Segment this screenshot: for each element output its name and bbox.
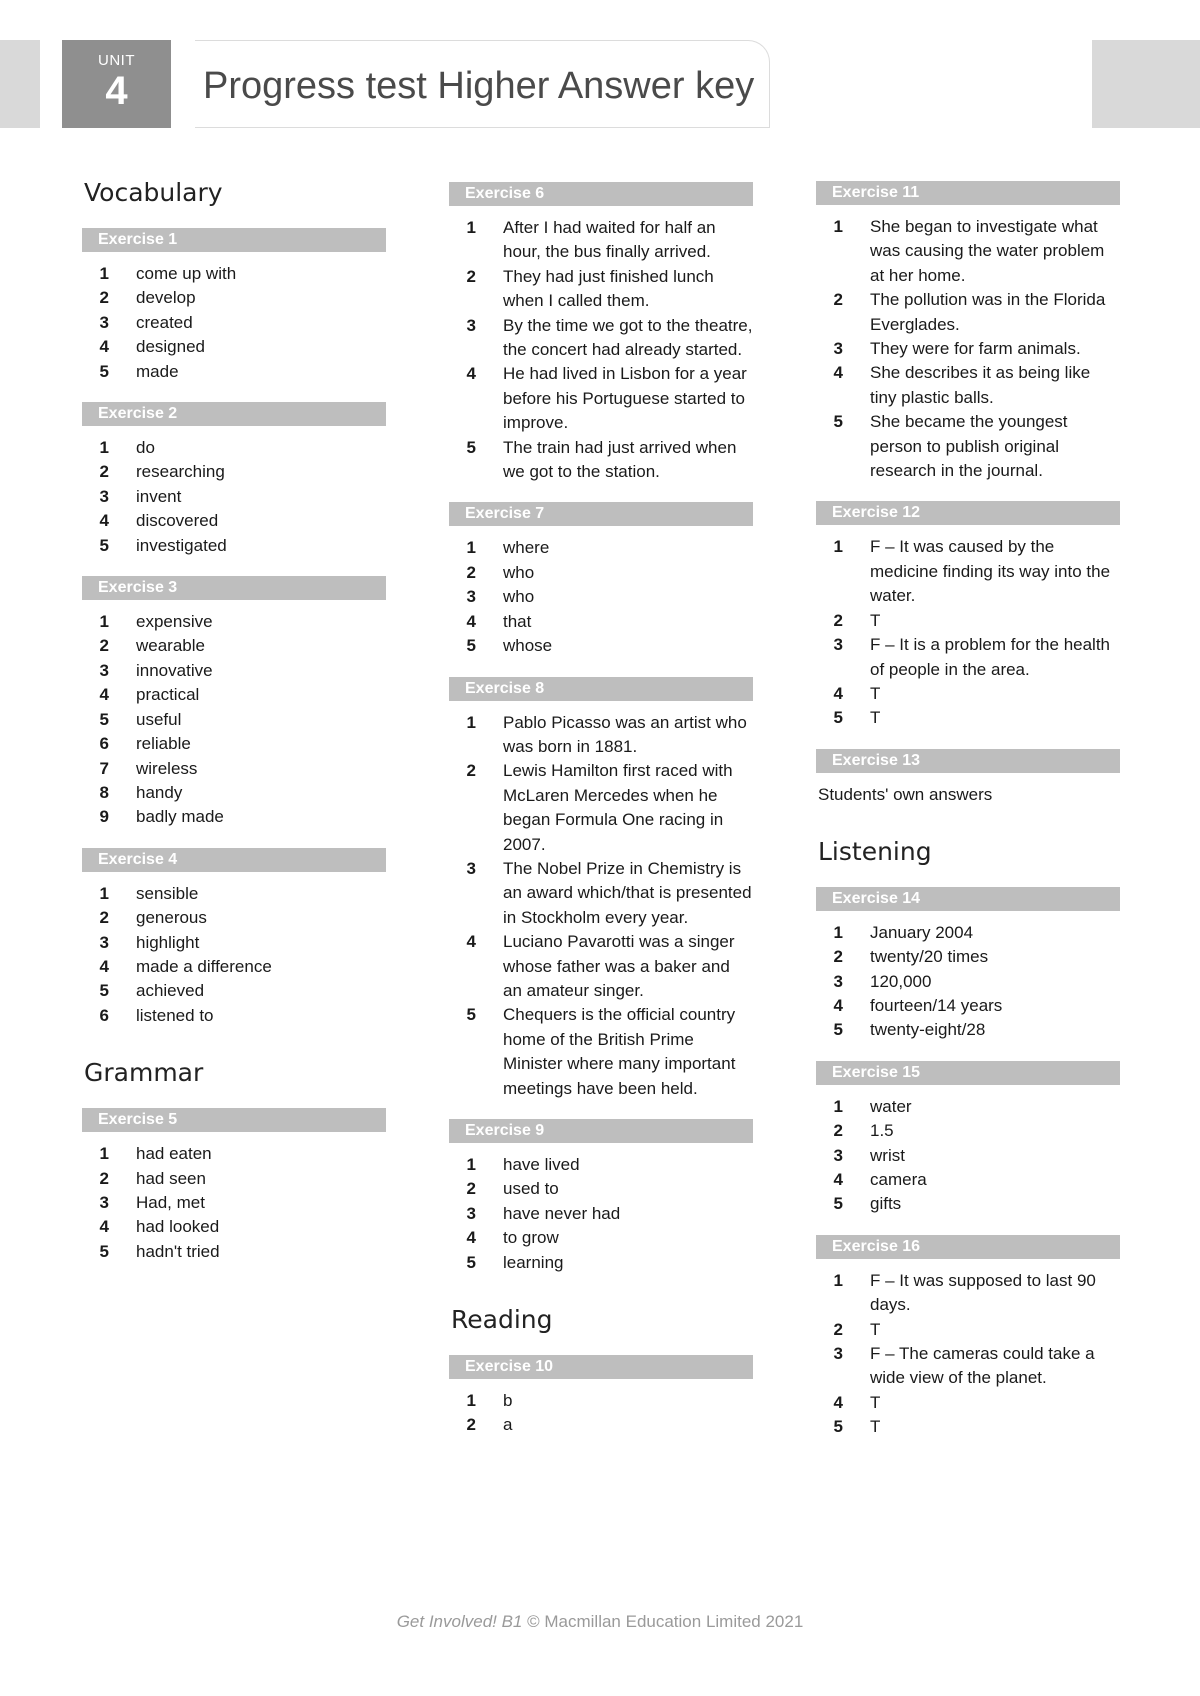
answer-list <box>82 262 386 384</box>
answer-item <box>449 634 753 658</box>
answer-number: 1 <box>833 217 843 236</box>
column-2 <box>449 182 753 1456</box>
answer-item <box>449 1177 753 1201</box>
answer-item <box>816 994 1120 1018</box>
answer-item <box>816 337 1120 361</box>
answer-item <box>449 436 753 485</box>
footer-book-title: Get Involved! B1 <box>396 1612 523 1631</box>
answer-number: 5 <box>466 636 476 656</box>
answer-item <box>82 286 386 310</box>
answer-number: 2 <box>99 462 109 482</box>
answer-number: 1 <box>833 537 843 557</box>
answer-number: 3 <box>99 1192 109 1212</box>
answer-item <box>449 1153 753 1177</box>
header-band-right <box>1092 40 1200 128</box>
answer-number: 5 <box>99 535 109 555</box>
answer-text: Luciano Pavarotti was a singer whose father was a baker and an amateur singer. <box>503 932 735 1000</box>
answer-text: do <box>136 438 155 458</box>
answer-text: made <box>136 361 179 381</box>
answer-number: 2 <box>833 1319 843 1339</box>
answer-number: 3 <box>833 635 843 655</box>
answer-text: who <box>503 562 535 582</box>
answer-item <box>82 634 386 658</box>
answer-text: had looked <box>136 1217 220 1237</box>
answer-text: She describes it as being like tiny plastic balls. <box>870 363 1091 407</box>
exercise-heading: Exercise 2 <box>82 402 386 426</box>
answer-number: 4 <box>466 364 476 384</box>
exercise-heading: Exercise 7 <box>449 502 753 526</box>
answer-text: achieved <box>136 981 205 1001</box>
answer-text: She became the youngest person to publish original research in the journal. <box>870 412 1068 481</box>
answer-text: highlight <box>136 932 200 952</box>
answer-item <box>82 781 386 805</box>
answer-item <box>82 534 386 558</box>
answer-number: 4 <box>466 932 476 952</box>
answer-item <box>816 1318 1120 1342</box>
answer-number: 3 <box>99 486 109 506</box>
answer-number: 5 <box>466 1005 476 1025</box>
answer-item <box>816 970 1120 994</box>
answer-item <box>816 1168 1120 1192</box>
answer-number: 1 <box>833 922 843 942</box>
answer-number: 2 <box>466 1415 476 1435</box>
answer-number: 2 <box>466 562 476 582</box>
section-title-vocabulary: Vocabulary <box>84 178 223 207</box>
answer-number: 3 <box>99 660 109 680</box>
answer-item <box>449 711 753 760</box>
answer-number: 3 <box>833 1145 843 1165</box>
answer-number: 2 <box>466 1179 476 1199</box>
answer-number: 2 <box>833 610 843 630</box>
exercise-heading: Exercise 5 <box>82 1108 386 1132</box>
answer-text: practical <box>136 685 200 705</box>
answer-text: where <box>503 538 550 558</box>
answer-item <box>82 610 386 634</box>
answer-text: fourteen/14 years <box>870 995 1003 1015</box>
answer-item <box>816 1269 1120 1318</box>
answer-number: 5 <box>466 1252 476 1272</box>
page-title: Progress test Higher Answer key <box>203 65 755 107</box>
answer-text: useful <box>136 709 182 729</box>
answer-text: They were for farm animals. <box>870 339 1081 359</box>
answer-text: 120,000 <box>870 971 932 991</box>
answer-item <box>816 1119 1120 1143</box>
answer-item <box>816 1192 1120 1216</box>
section-title-reading: Reading <box>451 1305 553 1335</box>
answer-text: that <box>503 611 532 631</box>
answer-list <box>816 1269 1120 1440</box>
answer-number: 5 <box>99 361 109 381</box>
exercise-heading: Exercise 12 <box>816 501 1120 525</box>
answer-item <box>816 1144 1120 1168</box>
answer-text: water <box>870 1096 912 1116</box>
answer-item <box>816 945 1120 969</box>
answer-text: investigated <box>136 535 227 555</box>
answer-text: T <box>870 683 881 703</box>
answer-list <box>816 535 1120 730</box>
answer-number: 5 <box>833 1194 843 1214</box>
answer-text: T <box>870 708 881 728</box>
answer-text: created <box>136 312 193 332</box>
footer-copyright: © Macmillan Education Limited 2021 <box>522 1612 804 1631</box>
answer-text: The train had just arrived when we got to the station. <box>503 437 737 482</box>
answer-list <box>82 436 386 558</box>
answer-text: had seen <box>136 1168 206 1188</box>
answer-text: After I had waited for half an hour, the bus finally arrived. <box>503 218 716 262</box>
answer-text: twenty/20 times <box>870 947 989 967</box>
answer-number: 9 <box>99 807 109 827</box>
answer-number: 4 <box>466 611 476 631</box>
exercise-heading: Exercise 15 <box>816 1061 1120 1085</box>
answer-text: had eaten <box>136 1144 212 1164</box>
answer-item <box>449 610 753 634</box>
answer-item <box>816 682 1120 706</box>
answer-text: Lewis Hamilton first raced with McLaren Mercedes when he began Formula One racing in 2007. <box>503 761 733 854</box>
answer-text: have lived <box>503 1155 580 1174</box>
answer-item <box>82 1240 386 1264</box>
title-box <box>195 40 770 128</box>
answer-item <box>82 1167 386 1191</box>
answer-item <box>449 536 753 560</box>
column-1 <box>82 178 386 1282</box>
footer <box>0 1612 1200 1632</box>
answer-item <box>449 1003 753 1101</box>
answer-item <box>82 436 386 460</box>
answer-number: 4 <box>833 1169 843 1189</box>
answer-text: Had, met <box>136 1192 205 1212</box>
answer-text: 1.5 <box>870 1121 894 1141</box>
answer-list <box>816 1095 1120 1217</box>
answer-number: 1 <box>99 438 109 458</box>
answer-text: discovered <box>136 511 219 531</box>
answer-text: Pablo Picasso was an artist who was born in 1881. <box>503 712 747 756</box>
answer-number: 1 <box>466 538 476 558</box>
answer-item <box>82 262 386 286</box>
answer-item <box>816 288 1120 337</box>
section-title-listening: Listening <box>818 836 932 866</box>
answer-number: 2 <box>466 761 476 781</box>
answer-text: T <box>870 610 881 630</box>
answer-text: F – It was supposed to last 90 days. <box>870 1270 1096 1315</box>
answer-number: 3 <box>99 932 109 952</box>
answer-text: hadn't tried <box>136 1241 220 1261</box>
answer-number: 4 <box>99 1217 109 1237</box>
answer-text: T <box>870 1319 881 1339</box>
answer-number: 5 <box>833 1020 843 1040</box>
answer-text: whose <box>503 636 553 656</box>
answer-item <box>82 1142 386 1166</box>
answer-list <box>82 610 386 830</box>
answer-number: 2 <box>833 290 843 310</box>
answer-list <box>449 536 753 658</box>
answer-item <box>449 1202 753 1226</box>
answer-number: 6 <box>99 734 109 754</box>
answer-number: 5 <box>833 1417 843 1437</box>
exercise-heading: Exercise 1 <box>82 228 386 252</box>
answer-number: 5 <box>833 412 843 432</box>
answer-item <box>449 1226 753 1250</box>
answer-item <box>82 906 386 930</box>
answer-item <box>82 1004 386 1028</box>
answer-text: handy <box>136 782 183 802</box>
answer-number: 5 <box>99 1241 109 1261</box>
answer-text: She began to investigate what was causing the water problem at her home. <box>870 217 1105 285</box>
answer-list <box>449 1153 753 1275</box>
answer-item <box>816 361 1120 410</box>
answer-number: 1 <box>99 264 109 283</box>
answer-item <box>82 1191 386 1215</box>
answer-text: invent <box>136 486 182 506</box>
answer-item <box>449 265 753 314</box>
answer-text: innovative <box>136 660 213 680</box>
answer-item <box>82 732 386 756</box>
answer-item <box>82 485 386 509</box>
exercise-heading: Exercise 3 <box>82 576 386 600</box>
answer-item <box>816 921 1120 945</box>
answer-text: T <box>870 1392 881 1412</box>
answer-item <box>82 805 386 829</box>
answer-item <box>449 561 753 585</box>
answer-number: 6 <box>99 1005 109 1025</box>
answer-item <box>82 509 386 533</box>
header-band-left <box>0 40 40 128</box>
answer-number: 4 <box>833 363 843 383</box>
answer-number: 1 <box>99 612 109 632</box>
answer-text: badly made <box>136 807 224 827</box>
answer-text: reliable <box>136 734 191 754</box>
answer-number: 5 <box>833 708 843 728</box>
answer-item <box>82 360 386 384</box>
answer-number: 2 <box>833 1121 843 1141</box>
answer-number: 4 <box>99 337 109 357</box>
answer-item <box>816 410 1120 483</box>
answer-item <box>816 1018 1120 1042</box>
answer-text: to grow <box>503 1228 559 1248</box>
answer-item <box>449 857 753 930</box>
answer-item <box>82 311 386 335</box>
answer-item <box>449 585 753 609</box>
answer-number: 2 <box>99 1168 109 1188</box>
answer-text: who <box>503 587 535 607</box>
answer-item <box>816 706 1120 730</box>
answer-text: Chequers is the official country home of the British Prime Minister where many important meetings have been held. <box>503 1005 736 1098</box>
answer-list <box>449 711 753 1102</box>
answer-number: 5 <box>99 709 109 729</box>
answer-text: wireless <box>136 758 198 778</box>
answer-item <box>82 335 386 359</box>
answer-item <box>449 1251 753 1275</box>
answer-number: 1 <box>466 1155 476 1174</box>
answer-number: 2 <box>99 636 109 656</box>
answer-item <box>82 460 386 484</box>
answer-text: January 2004 <box>870 922 974 942</box>
answer-number: 4 <box>99 511 109 531</box>
answer-text: b <box>503 1391 513 1411</box>
answer-number: 1 <box>466 712 476 732</box>
exercise-heading: Exercise 9 <box>449 1119 753 1143</box>
answer-list <box>816 215 1120 483</box>
answer-item <box>82 931 386 955</box>
answer-number: 3 <box>833 1344 843 1363</box>
answer-item <box>449 314 753 363</box>
answer-number: 3 <box>466 315 476 335</box>
answer-item <box>816 215 1120 288</box>
exercise-heading: Exercise 10 <box>449 1355 753 1379</box>
answer-text: F – It is a problem for the health of people in the area. <box>870 635 1111 679</box>
answer-number: 1 <box>99 1144 109 1164</box>
exercise-heading: Exercise 14 <box>816 887 1120 911</box>
answer-text: learning <box>503 1252 564 1272</box>
exercise-heading: Exercise 16 <box>816 1235 1120 1259</box>
answer-number: 1 <box>99 883 109 903</box>
answer-item <box>816 609 1120 633</box>
answer-number: 4 <box>833 683 843 703</box>
answer-number: 1 <box>833 1270 843 1290</box>
unit-number: 4 <box>105 69 128 113</box>
answer-item <box>449 362 753 435</box>
answer-text: wearable <box>136 636 205 656</box>
answer-item <box>82 659 386 683</box>
answer-text: come up with <box>136 264 237 283</box>
column-3 <box>816 181 1120 1458</box>
answer-list <box>449 216 753 484</box>
answer-list <box>816 921 1120 1043</box>
answer-list <box>82 1142 386 1264</box>
answer-text: expensive <box>136 612 213 632</box>
answer-item <box>82 955 386 979</box>
answer-text: made a difference <box>136 956 272 976</box>
answer-item <box>82 683 386 707</box>
answer-text: listened to <box>136 1005 214 1025</box>
answer-list <box>82 882 386 1028</box>
answer-number: 3 <box>833 339 843 359</box>
answer-item <box>816 633 1120 682</box>
answer-number: 5 <box>99 981 109 1001</box>
answer-item <box>816 1342 1120 1391</box>
answer-text: designed <box>136 337 206 357</box>
answer-item <box>816 535 1120 608</box>
answer-text: F – The cameras could take a wide view of the planet. <box>870 1344 1095 1388</box>
answer-text: sensible <box>136 883 199 903</box>
answer-number: 3 <box>99 312 109 332</box>
answer-number: 2 <box>833 947 843 967</box>
answer-item <box>816 1095 1120 1119</box>
answer-item <box>816 1391 1120 1415</box>
answer-list <box>449 1389 753 1438</box>
exercise-heading: Exercise 11 <box>816 181 1120 205</box>
answer-item <box>82 1215 386 1239</box>
answer-item <box>449 930 753 1003</box>
answer-text: have never had <box>503 1203 621 1223</box>
unit-badge <box>62 40 171 128</box>
answer-number: 2 <box>466 266 476 286</box>
answer-item <box>82 882 386 906</box>
answer-text: The Nobel Prize in Chemistry is an award which/that is presented in Stockholm every year. <box>503 858 752 927</box>
answer-item <box>82 757 386 781</box>
answer-text: By the time we got to the theatre, the concert had already started. <box>503 315 753 360</box>
answer-text: generous <box>136 908 207 928</box>
answer-number: 2 <box>99 288 109 308</box>
answer-text: twenty-eight/28 <box>870 1020 986 1040</box>
students-own-answers: Students' own answers <box>818 784 993 804</box>
answer-number: 3 <box>466 587 476 607</box>
answer-number: 7 <box>99 758 109 778</box>
answer-text: wrist <box>870 1145 905 1165</box>
exercise-heading: Exercise 6 <box>449 182 753 206</box>
answer-item <box>816 1415 1120 1439</box>
answer-text: develop <box>136 288 196 308</box>
answer-number: 4 <box>833 995 843 1015</box>
answer-text: T <box>870 1417 881 1437</box>
answer-number: 3 <box>466 858 476 878</box>
answer-number: 4 <box>466 1228 476 1248</box>
answer-text: F – It was caused by the medicine finding its way into the water. <box>870 537 1111 606</box>
answer-item <box>82 708 386 732</box>
exercise-heading: Exercise 4 <box>82 848 386 872</box>
answer-text: gifts <box>870 1194 902 1214</box>
answer-number: 1 <box>833 1096 843 1116</box>
answer-number: 3 <box>466 1203 476 1223</box>
answer-text: researching <box>136 462 225 482</box>
answer-item <box>449 1413 753 1437</box>
answer-item <box>449 759 753 857</box>
answer-text: a <box>503 1415 513 1435</box>
answer-number: 3 <box>833 971 843 991</box>
section-title-grammar: Grammar <box>84 1058 204 1088</box>
answer-number: 2 <box>99 908 109 928</box>
answer-number: 8 <box>99 782 109 802</box>
answer-number: 1 <box>466 218 476 237</box>
answer-number: 5 <box>466 437 476 457</box>
answer-text: The pollution was in the Florida Everglades. <box>870 290 1106 334</box>
answer-text: used to <box>503 1179 559 1199</box>
answer-number: 4 <box>99 685 109 705</box>
answer-item <box>449 1389 753 1413</box>
answer-text: They had just finished lunch when I called them. <box>503 266 714 311</box>
answer-text: He had lived in Lisbon for a year before his Portuguese started to improve. <box>503 364 747 433</box>
exercise-heading: Exercise 13 <box>816 749 1120 773</box>
answer-item <box>449 216 753 265</box>
answer-number: 4 <box>99 956 109 976</box>
answer-text: camera <box>870 1169 927 1189</box>
answer-item <box>82 979 386 1003</box>
answer-number: 1 <box>466 1391 476 1411</box>
exercise-heading: Exercise 8 <box>449 677 753 701</box>
answer-number: 4 <box>833 1392 843 1412</box>
unit-label: UNIT <box>98 52 135 69</box>
